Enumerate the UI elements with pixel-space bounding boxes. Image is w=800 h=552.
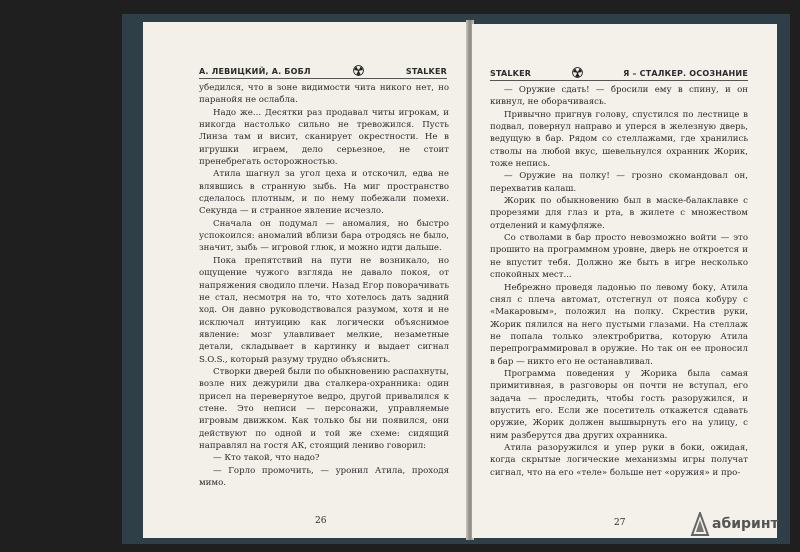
left-page <box>143 22 468 538</box>
labirint-watermark <box>690 512 779 536</box>
header-series: STALKER <box>405 66 447 76</box>
paragraph: убедился, что в зоне видимости чита никого нет, но паранойя не ослабла. <box>199 83 449 106</box>
paragraph: Атила шагнул за угол цеха и отскочил, едва не влявшись в странную зыбь. На миг пространство сделалось плотным, и по нему побежали помехи. Секунда — и странное явление исчезло. <box>199 169 449 217</box>
right-page-text <box>490 84 748 479</box>
paragraph: — Оружие на полку! — грозно скомандовал он, перехватив калаш. <box>490 171 748 194</box>
paragraph: — Горло промочить, — уронил Атила, проходя мимо. <box>199 465 449 488</box>
paragraph: Программа поведения у Жорика была самая примитивная, в разговоры он почти не вступал, его задача — проследить, чтобы гость разоружился, и впустить его. Если же посетитель откажется сдавать оружие, Жорик должен вышвырнуть его на улицу, с ним разберутся два других охранника. <box>490 368 748 441</box>
paragraph: — Оружие сдать! — бросили ему в спину, и он кивнул, не оборачиваясь. <box>490 85 748 108</box>
paragraph: Атила разоружился и упер руки в боки, ожидая, когда скрытые логические механизмы игры получат сигнал, что на его «теле» больше нет «оружия» и про- <box>490 442 748 478</box>
left-page-header <box>199 64 447 79</box>
paragraph: Небрежно проведя ладонью по левому боку, Атила снял с плеча автомат, отстегнул от пояса кобуру с «Макаровым», положил на полку. Скрестив руки, Жорик пялился на него пустыми глазами. На стеллаж не попала только электробритва, которую Атила перепрограммировал в оружие. Но так он ее проносил в бар — никто его не останавливал. <box>490 282 748 367</box>
paragraph: Створки дверей были по обыкновению распахнуты, возле них дежурили два сталкера-охранника: один присел на перевернутое ведро, другой привалился к стене. Это неписи — персонажи, управляемые игровым движком. Как только бы ни появился, они действуют по одной и той же схеме: сидящий направлял на гостя АК, стоящий лениво говорил: <box>199 366 449 451</box>
header-series: STALKER <box>490 68 532 78</box>
paragraph: Жорик по обыкновению был в маске-балаклавке с прорезями для глаз и рта, в жилете с множеством отделений и камуфляже. <box>490 196 748 231</box>
header-book-title: Я – СТАЛКЕР. ОСОЗНАНИЕ <box>623 68 748 78</box>
page-number: 27 <box>614 518 626 528</box>
radiation-icon <box>572 67 583 80</box>
paragraph: Со стволами в бар просто невозможно войти — это прошито на программном уровне, дверь не откроется и не впустит тебя. Должно же быть в игре несколько спокойных мест... <box>490 233 748 281</box>
paragraph: Сначала он подумал — аномалия, но быстро успокоился: аномалий вблизи бара отродясь не было, значит, зыбь — игровой глюк, и можно идти дальше. <box>199 218 449 254</box>
page-number: 26 <box>315 516 327 526</box>
watermark-text: абиринт <box>712 516 779 532</box>
paragraph: — Кто такой, что надо? <box>213 453 320 464</box>
left-page-text <box>199 82 449 489</box>
radiation-icon <box>353 65 364 78</box>
paragraph: Пока препятствий на пути не возникало, но ощущение чужого взгляда не давало покоя, от напряжения сводило плечи. Назад Егор поворачивать не стал, несмотря на то, что хотелось дать задний ход. Он давно руководствовался разумом, хотя и не исключал интуицию как логически объяснимое явление: мозг улавливает мелкие, незаметные детали, складывает в картинку и выдает сигнал S.O.S., который разуму трудно объяснить. <box>199 255 449 365</box>
labirint-logo-icon <box>690 512 710 536</box>
right-page <box>472 24 777 538</box>
paragraph: Надо же... Десятки раз продавал читы игрокам, и никогда настолько сильно не тревожился. Пусть Линза там и висит, сканирует окрестности. Не в игрушки играем, дело серьезное, не стоит пренебрегать осторожностью. <box>199 107 449 168</box>
header-authors: А. ЛЕВИЦКИЙ, А. БОБЛ <box>199 66 311 76</box>
right-page-header <box>490 66 748 81</box>
paragraph: Привычно пригнув голову, спустился по лестнице в подвал, повернул направо и уперся в железную дверь, ведущую в бар. Рядом со стеллажами, где хранились стволы на любой вкус, шевельнулся охранник Жорик, тоже непись. <box>490 109 748 170</box>
